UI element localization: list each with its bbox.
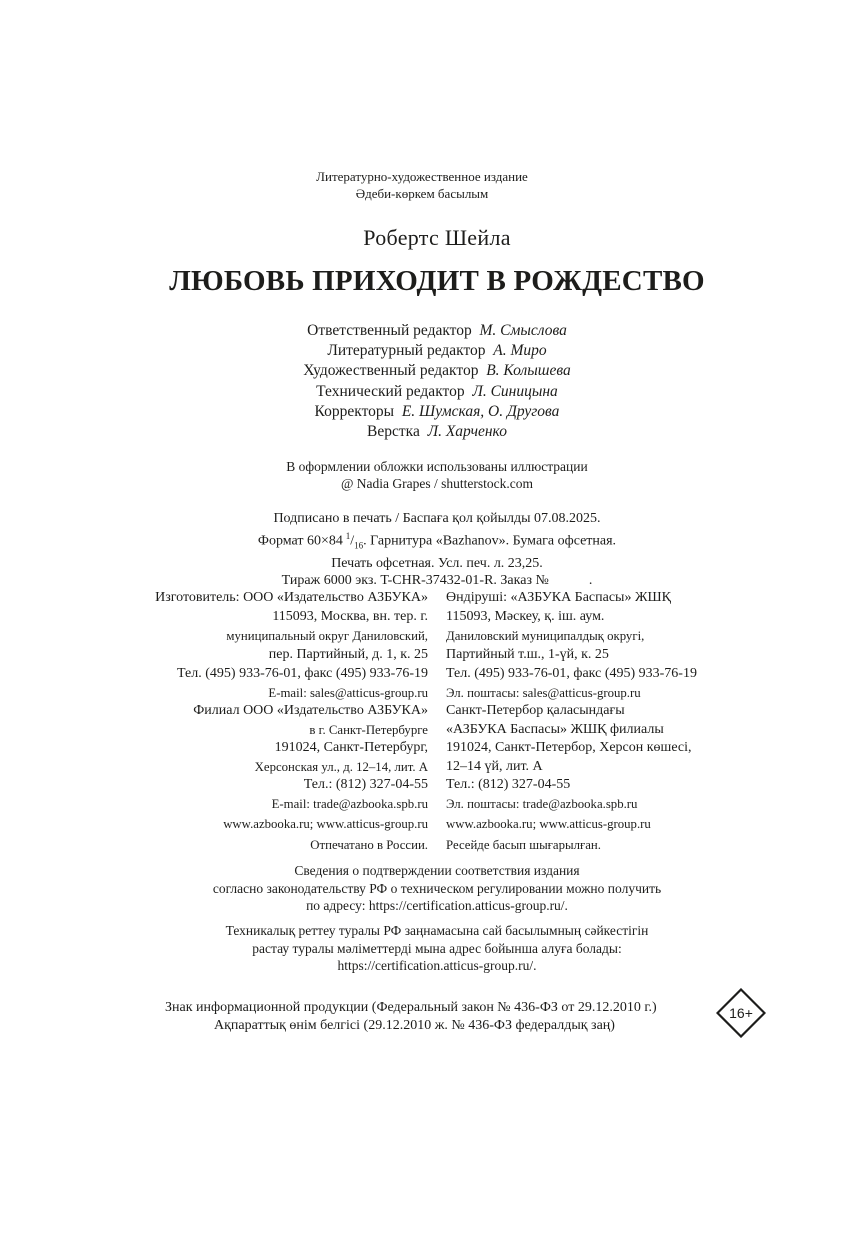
manufacturer-ru-line: 191024, Санкт-Петербург, xyxy=(274,740,428,755)
certification-kz-line: https://certification.atticus-group.ru/. xyxy=(337,958,537,974)
illustration-credit-line1: В оформлении обложки использованы иллюстрации xyxy=(286,459,588,474)
editor-role: Корректоры xyxy=(314,402,395,420)
editor-role: Литературный редактор xyxy=(327,342,486,360)
book-author: Робертс Шейла xyxy=(363,225,511,250)
certification-ru-line: по адресу: https://certification.atticus-group.ru/. xyxy=(306,898,568,914)
editor-line xyxy=(0,382,844,402)
editor-name: А. Миро xyxy=(493,342,547,360)
editor-role: Художественный редактор xyxy=(303,362,479,380)
manufacturer-kz-line: Ресейде басып шығарылған. xyxy=(446,838,601,852)
manufacturer-ru-line: Филиал ООО «Издательство АЗБУКА» xyxy=(193,703,428,718)
certification-kz-line: Техникалық реттеу туралы РФ заңнамасына сай басылымның сәйкестігін xyxy=(225,923,649,938)
manufacturer-ru-line: Тел.: (812) 327-04-55 xyxy=(303,777,428,792)
manufacturer-ru-line: Тел. (495) 933-76-01, факс (495) 933-76-19 xyxy=(177,666,428,681)
manufacturer-ru-line: Отпечатано в России. xyxy=(310,838,428,852)
manufacturer-kz-line: Өндіруші: «АЗБУКА Баспасы» ЖШҚ xyxy=(446,590,671,605)
manufacturer-ru-line: Изготовитель: ООО «Издательство АЗБУКА» xyxy=(155,590,428,605)
manufacturer-ru-line: E-mail: trade@azbooka.spb.ru xyxy=(271,797,428,811)
manufacturer-ru-line: 115093, Москва, вн. тер. г. xyxy=(272,609,428,624)
manufacturer-ru-line: пер. Партийный, д. 1, к. 25 xyxy=(268,647,428,662)
editor-role: Ответственный редактор xyxy=(307,322,472,339)
editor-name: Л. Харченко xyxy=(427,423,507,441)
info-sign-ru: Знак информационной продукции (Федеральный закон № 436-ФЗ от 29.12.2010 г.) xyxy=(165,1000,657,1015)
age-rating-badge xyxy=(716,988,766,1038)
manufacturer-kz-line: Эл. поштасы: trade@azbooka.spb.ru xyxy=(446,797,638,811)
manufacturer-kz-line: Даниловский муниципалдық округі, xyxy=(446,629,645,643)
editor-line xyxy=(0,321,844,341)
certification-ru-line: Сведения о подтверждении соответствия издания xyxy=(294,863,580,878)
illustration-credit-line2: @ Nadia Grapes / shutterstock.com xyxy=(340,476,533,491)
editor-line xyxy=(0,341,844,361)
age-rating-label: 16+ xyxy=(729,1005,753,1021)
manufacturer-kz-line: Эл. поштасы: sales@atticus-group.ru xyxy=(446,686,641,700)
format-line: Формат 60×84 $^1/_{16}$. Гарнитура «Bazhanov». Бумага офсетная. xyxy=(257,530,617,551)
edition-type-ru: Литературно-художественное издание xyxy=(316,169,528,184)
manufacturer-kz-line: Тел. (495) 933-76-01, факс (495) 933-76-19 xyxy=(446,666,697,681)
print-type: Печать офсетная. Усл. печ. л. 23,25. xyxy=(331,555,543,571)
manufacturer-kz-line: 115093, Мәскеу, қ. іш. аум. xyxy=(446,609,605,624)
edition-type xyxy=(0,168,844,202)
manufacturer-ru-line: муниципальный округ Даниловский, xyxy=(226,629,428,643)
print-run: Тираж 6000 экз. T-CHR-37432-01-R. Заказ № . xyxy=(281,573,593,589)
editor-line xyxy=(0,402,844,422)
editor-name: Е. Шумская, О. Другова xyxy=(401,402,560,420)
manufacturer-kz-line: «АЗБУКА Баспасы» ЖШҚ филиалы xyxy=(446,722,664,737)
manufacturer-kz-line: Санкт-Петербор қаласындағы xyxy=(446,703,625,718)
editor-role: Технический редактор xyxy=(316,382,465,400)
manufacturer-kz-line: 12–14 үй, лит. А xyxy=(446,759,543,774)
manufacturer-ru-line: Херсонская ул., д. 12–14, лит. А xyxy=(254,760,428,774)
info-sign-kz: Ақпараттық өнім белгісі (29.12.2010 ж. № 436-ФЗ федералдық заң) xyxy=(214,1018,615,1033)
illustration-credit xyxy=(0,458,844,492)
certification-ru xyxy=(0,862,844,915)
editorial-credits xyxy=(0,321,844,442)
manufacturer-kz-line: 191024, Санкт-Петербор, Херсон көшесі, xyxy=(446,740,692,755)
manufacturer-ru-line: www.azbooka.ru; www.atticus-group.ru xyxy=(223,817,428,831)
manufacturer-ru-line: E-mail: sales@atticus-group.ru xyxy=(268,686,428,700)
manufacturer-ru-line: в г. Санкт-Петербурге xyxy=(309,723,428,737)
print-details xyxy=(0,510,844,590)
editor-role: Верстка xyxy=(367,423,420,441)
edition-type-kz: Әдеби-көркем басылым xyxy=(355,186,489,201)
manufacturer-kz-line: Партийный т.ш., 1-үй, к. 25 xyxy=(446,647,609,662)
editor-name: Л. Синицына xyxy=(472,382,558,400)
editor-line xyxy=(0,422,844,442)
editor-name: М. Смыслова xyxy=(479,322,567,339)
certification-kz-line: растау туралы мәліметтерді мына адрес бойынша алуға болады: xyxy=(252,940,622,956)
book-title: ЛЮБОВЬ ПРИХОДИТ В РОЖДЕСТВО xyxy=(169,265,705,297)
manufacturer-kz-line: Тел.: (812) 327-04-55 xyxy=(446,777,571,792)
manufacturer-kz-line: www.azbooka.ru; www.atticus-group.ru xyxy=(446,817,651,831)
certification-ru-line: согласно законодательству РФ о техническом регулировании можно получить xyxy=(212,880,662,896)
signed-to-print: Подписано в печать / Баспаға қол қойылды 07.08.2025. xyxy=(273,511,601,526)
certification-kz xyxy=(0,922,844,975)
editor-name: В. Колышева xyxy=(486,362,571,380)
editor-line xyxy=(0,361,844,381)
